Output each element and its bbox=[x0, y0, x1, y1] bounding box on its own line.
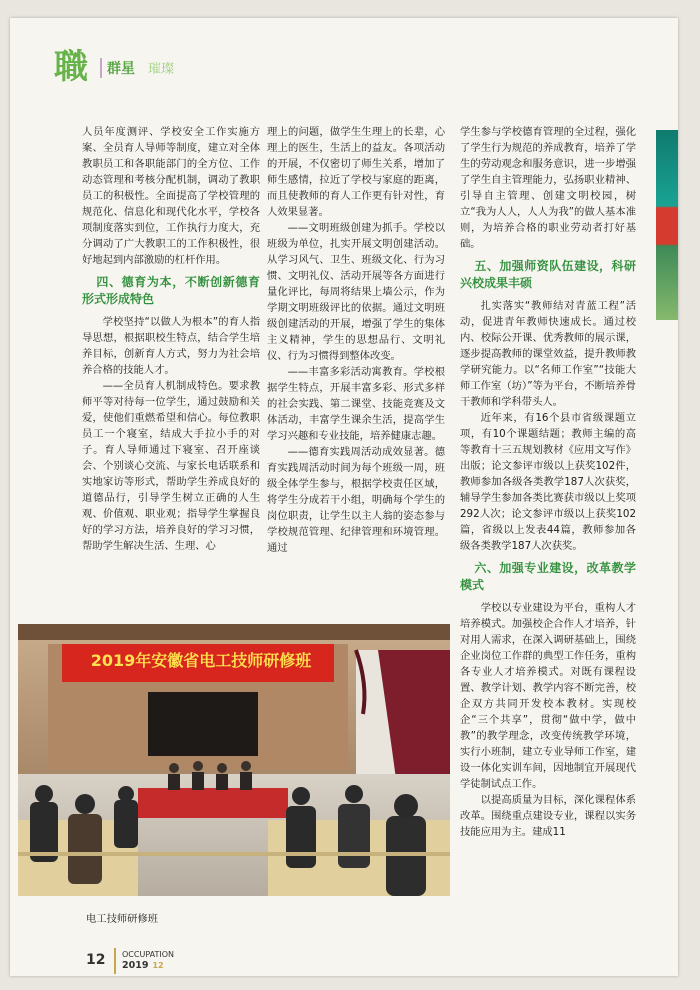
paragraph: 扎实落实“教师结对青蓝工程”活动，促进青年教师快速成长。通过校内、校际公开课、优秀教师的展示课，逐步提高教师的课堂效益，提升教师教学研究能力。以“名师工作室”“技能大师工作室（坊）”等为平台，不断培养骨干教师和学科带头人。 bbox=[460, 300, 636, 408]
magazine-name: OCCUPATION bbox=[122, 950, 175, 959]
paragraph: 人员年度测评、学校安全工作实施方案、全员育人导师等制度，建立对全体教职员工和各职能部门的全方位、工作动态管理和考核分配机制，调动了教职员工的积极性。全面提高了学校管理的规范化、信息化和现代化水平，学校各项制度落实到位，工作执行力度大，充分调动了广大教职工的工作积极性，很好地起到内部激励的杠杆作用。 bbox=[82, 126, 260, 266]
paragraph: 学校坚持“以做人为根本”的育人指导思想，根据职校生特点，结合学生培养目标，创新育人方式，努力为社会培养合格的技能人才。 bbox=[82, 316, 260, 376]
paragraph: 学校以专业建设为平台，重构人才培养模式。加强校企合作人才培养，针对用人需求，在深入调研基础上，围绕企业岗位工作群的典型工作任务，重构各专业人才培养模式。对既有课程设置、教学计划、教学内容不断完善，校企双方共同开发校本教材。实现校企“三个共享”，贯彻“做中学，做中教”的教学理念，改变传统教学环境，实行小班制，建立专业导师工作室，建设一体化实训车间，因地制宜开展现代学徒制试点工作。 bbox=[460, 602, 636, 790]
section-heading-5: 五、加强师资队伍建设，科研兴校成果丰硕 bbox=[460, 259, 636, 290]
issue-number: 12 bbox=[152, 961, 164, 970]
section-title: 群星 bbox=[107, 61, 135, 77]
magazine-page bbox=[10, 18, 678, 976]
section-heading-6: 六、加强专业建设，改革教学模式 bbox=[460, 561, 636, 592]
issue-year: 2019 bbox=[122, 960, 149, 971]
text-column-3 bbox=[460, 124, 636, 840]
section-heading-4: 四、德育为本，不断创新德育形式形成特色 bbox=[82, 275, 260, 306]
footer-divider bbox=[114, 948, 116, 974]
paragraph: 以提高质量为目标，深化课程体系改革。围绕重点建设专业，课程以实务技能应用为主。建成11 bbox=[460, 794, 636, 838]
next-page-edge-decoration bbox=[656, 130, 678, 320]
page-number: 12 bbox=[86, 952, 106, 968]
banner-text: 2019年安徽省电工技师研修班 bbox=[90, 651, 312, 670]
head-table bbox=[138, 788, 288, 818]
header-divider bbox=[100, 58, 102, 78]
paragraph: ——德育实践周活动成效显著。德育实践周活动时间为每个班级一周，班级全体学生参与，根据学校责任区域，将学生分成若干小组，明确每个学生的岗位职责，让学生以主人翁的姿态参与学校规范管理、纪律管理和环境管理。通过 bbox=[267, 446, 445, 554]
section-subtitle: 璀璨 bbox=[148, 62, 175, 77]
training-class-photo bbox=[18, 624, 450, 896]
paragraph: ——全员育人机制成特色。要求教师平等对待每一位学生，通过鼓励和关爱，使他们重燃希望和信心。每位教职员工一个寝室，结成大手拉小手的对子。育人导师通过下寝室、召开座谈会、个别谈心交流、与家长电话联系和实地家访等形式，帮助学生养成良好的道德品行，引导学生树立正确的人生观、价值观、职业观；指导学生掌握良好的学习方法，培养良好的学习习惯，帮助学生解决生活、生理、心 bbox=[82, 380, 260, 552]
paragraph: 理上的问题，做学生生理上的长辈，心理上的医生，生活上的益友。各项活动的开展，不仅密切了师生关系，增加了师生感情，拉近了学校与家庭的距离，而且使教师的育人工作更有针对性，育人效果显著。 bbox=[267, 126, 445, 218]
text-column-2 bbox=[267, 124, 445, 556]
magazine-info bbox=[122, 949, 174, 971]
paragraph: ——丰富多彩活动寓教育。学校根据学生特点，开展丰富多彩、形式多样的社会实践、第二课堂、技能竞赛及文体活动，丰富学生课余生活，提高学生学习兴趣和专业技能，培养健康志趣。 bbox=[267, 366, 445, 442]
column-logo: 職 bbox=[54, 47, 88, 87]
photo-caption: 电工技师研修班 bbox=[86, 913, 159, 925]
paragraph: ——文明班级创建为抓手。学校以班级为单位，扎实开展文明创建活动。从学习风气、卫生、班级文化、行为习惯、文明礼仪、活动开展等各方面进行量化评比，每周将结果上墙公示，作为学期文明班级评比的依据。通过文明班级创建活动的开展，增强了学生的集体主义精神，学生的思想品行、文明礼仪、行为习惯得到整体改变。 bbox=[267, 222, 445, 362]
paragraph: 学生参与学校德育管理的全过程，强化了学生行为规范的养成教育，培养了学生的劳动观念和服务意识，进一步增强了学生自主管理能力，弘扬职业精神、引导自主管理、创建文明校园，树立“我为人人，人人为我”的做人基本准则，为培养合格的职业劳动者打好基础。 bbox=[460, 126, 636, 250]
paragraph: 近年来，有16个县市省级课题立项，有10个课题结题；教师主编的高等教育十三五规划教材《应用文写作》出版；论文参评市级以上获奖102件，教师参加各级各类教学187人次获奖，辅导学生参加各类比赛获市级以上奖项292人次；论文参评市级以上获奖102篇，省级以上发表44篇，教师参加各级各类教学187人次获奖。 bbox=[460, 412, 636, 552]
text-column-1 bbox=[82, 124, 260, 554]
